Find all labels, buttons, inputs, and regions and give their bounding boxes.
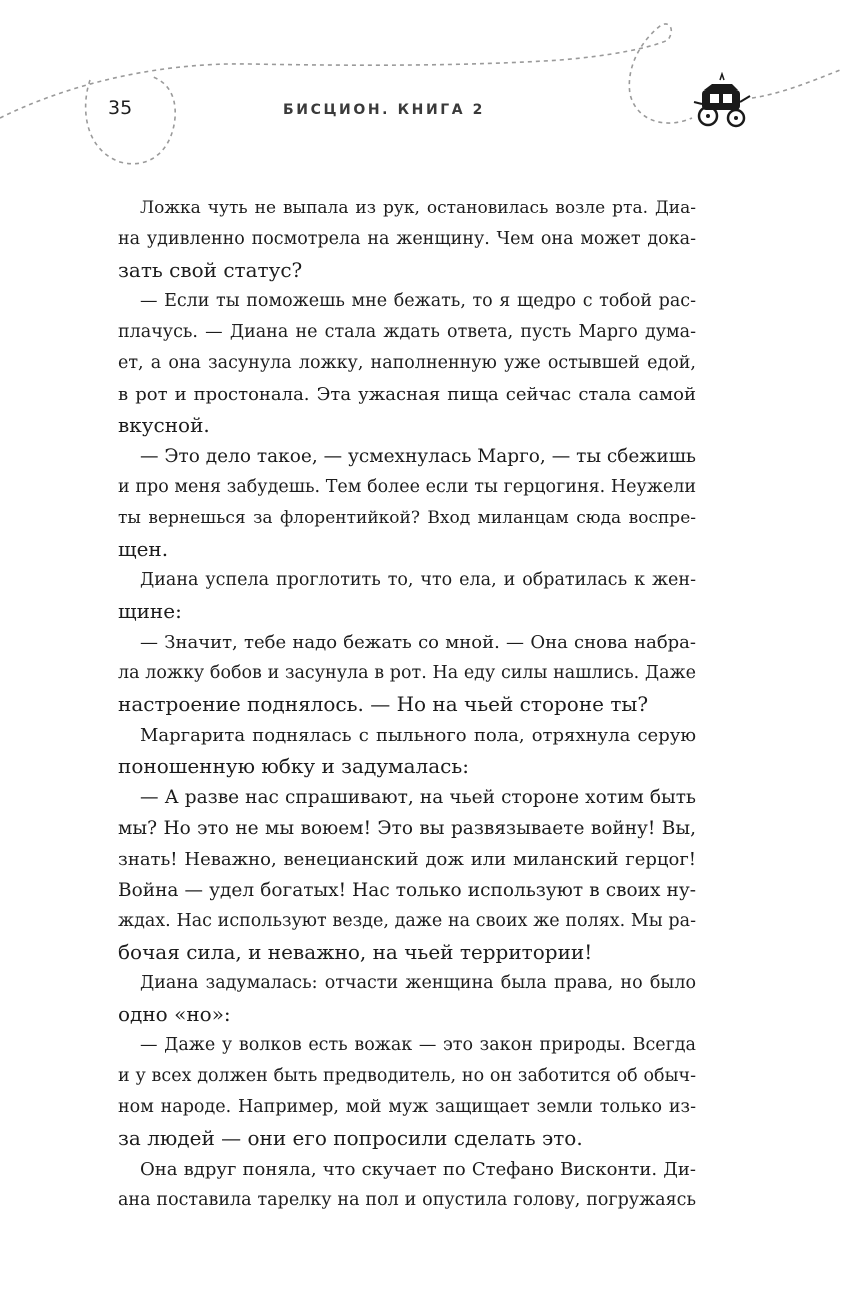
text-line: Она вдруг поняла, что скучает по Стефано Висконти. Ди- bbox=[140, 1159, 696, 1180]
text-line: ет, а она засунула ложку, наполненную уже остывшей едой, bbox=[118, 353, 696, 373]
text-line: — Если ты поможешь мне бежать, то я щедро с тобой рас- bbox=[140, 291, 696, 311]
text-line: знать! Неважно, венецианский дож или миланский герцог! bbox=[118, 849, 696, 870]
text-line: ном народе. Например, мой муж защищает земли только из- bbox=[118, 1097, 696, 1117]
text-line: одно «но»: bbox=[118, 1002, 231, 1026]
text-line: за людей — они его попросили сделать это. bbox=[118, 1126, 583, 1150]
page-number: 35 bbox=[108, 97, 133, 119]
text-line: Диана задумалась: отчасти женщина была права, но было bbox=[140, 973, 696, 993]
text-line: ждах. Нас используют везде, даже на своих же полях. Мы ра- bbox=[118, 911, 696, 931]
text-line: Диана успела проглотить то, что ела, и обратилась к жен- bbox=[140, 570, 696, 590]
text-line: — Даже у волков есть вожак — это закон природы. Всегда bbox=[140, 1035, 696, 1055]
text-line: ана поставила тарелку на пол и опустила голову, погружаясь bbox=[118, 1190, 696, 1210]
text-line: Война — удел богатых! Нас только используют в своих ну- bbox=[118, 880, 696, 901]
text-line: мы? Но это не мы воюем! Это вы развязываете войну! Вы, bbox=[118, 818, 696, 839]
text-line: зать свой статус? bbox=[118, 258, 303, 282]
text-line: в рот и простонала. Эта ужасная пища сейчас стала самой bbox=[118, 384, 696, 405]
carriage-icon bbox=[690, 72, 752, 130]
text-line: — А разве нас спрашивают, на чьей стороне хотим быть bbox=[140, 787, 696, 808]
text-line: вкусной. bbox=[118, 413, 210, 437]
text-line: плачусь. — Диана не стала ждать ответа, пусть Марго дума- bbox=[118, 322, 696, 342]
text-line: настроение поднялось. — Но на чьей стороне ты? bbox=[118, 692, 649, 716]
text-line: и про меня забудешь. Тем более если ты герцогиня. Неужели bbox=[118, 477, 696, 497]
text-line: ла ложку бобов и засунула в рот. На еду силы нашлись. Даже bbox=[118, 663, 696, 683]
text-line: бочая сила, и неважно, на чьей территории! bbox=[118, 940, 593, 964]
text-line: поношенную юбку и задумалась: bbox=[118, 754, 469, 778]
text-line: ты вернешься за флорентийкой? Вход миланцам сюда воспре- bbox=[118, 508, 696, 528]
text-line: — Это дело такое, — усмехнулась Марго, — ты сбежишь bbox=[140, 446, 696, 467]
running-title: БИСЦИОН. КНИГА 2 bbox=[283, 102, 486, 118]
text-line: щине: bbox=[118, 599, 182, 623]
text-line: и у всех должен быть предводитель, но он заботится об обыч- bbox=[118, 1066, 696, 1086]
text-line: щен. bbox=[118, 537, 169, 561]
text-line: — Значит, тебе надо бежать со мной. — Она снова набра- bbox=[140, 632, 696, 653]
body-text bbox=[118, 193, 696, 1216]
text-line: Ложка чуть не выпала из рук, остановилась возле рта. Диа- bbox=[140, 198, 696, 218]
text-line: на удивленно посмотрела на женщину. Чем она может дока- bbox=[118, 229, 696, 249]
text-line: Маргарита поднялась с пыльного пола, отряхнула серую bbox=[140, 725, 696, 746]
